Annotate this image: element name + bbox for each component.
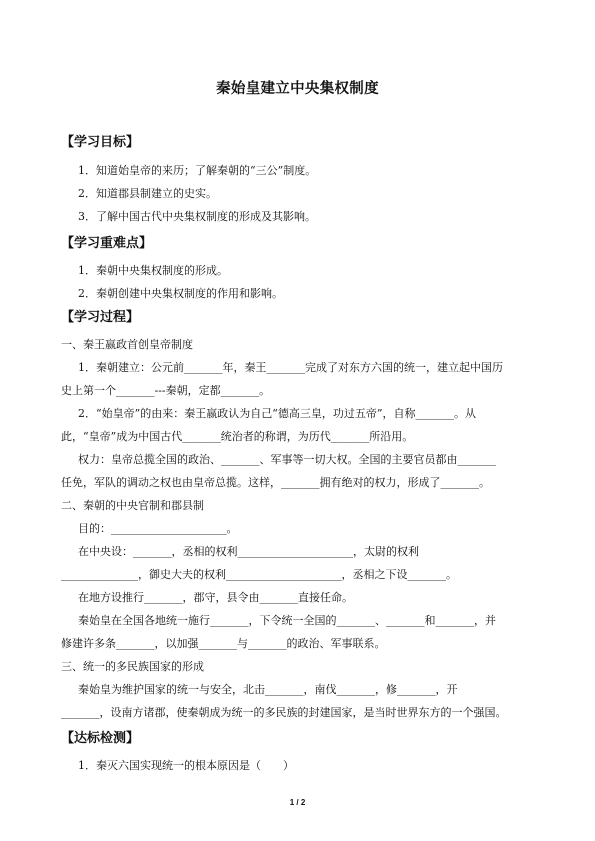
process-line: 秦始皇在全国各地统一施行_______，下令统一全国的_______、_______和_______，并 bbox=[78, 614, 496, 627]
process-line: 秦始皇为维护国家的统一与安全，北击_______，南伐_______，修_______，开 bbox=[78, 683, 458, 696]
goal-item: 2．知道郡县制建立的史实。 bbox=[78, 187, 217, 200]
process-line: 修建许多条_______，以加强_______与_______的政治、军事联系。 bbox=[61, 637, 386, 650]
section-heading-key-points: 【学习重难点】 bbox=[61, 236, 153, 251]
process-line: 目的：_____________________。 bbox=[78, 522, 238, 535]
process-line: 在地方设推行_______，郡守，县令由_______直接任命。 bbox=[78, 591, 353, 604]
key-point-item: 1．秦朝中央集权制度的形成。 bbox=[78, 264, 228, 277]
goal-item: 1．知道始皇帝的来历；了解秦朝的“三公”制度。 bbox=[78, 164, 317, 177]
process-line: 任免，军队的调动之权也由皇帝总揽。这样，_______拥有绝对的权力，形成了_______。 bbox=[61, 476, 490, 489]
process-line: 2．“始皇帝”的由来：秦王嬴政认为自己“德高三皇，功过五帝”，自称_______。从 bbox=[78, 407, 476, 420]
section-heading-goals: 【学习目标】 bbox=[61, 135, 140, 150]
section-heading-test: 【达标检测】 bbox=[61, 731, 140, 746]
page-number: 1 / 2 bbox=[289, 798, 306, 807]
process-line: ______________，御史大夫的权利_____________________，丞相之下设_______。 bbox=[61, 568, 457, 581]
process-subheading: 三、统一的多民族国家的形成 bbox=[61, 660, 204, 673]
section-heading-process: 【学习过程】 bbox=[61, 310, 140, 325]
process-line: _______，设南方诸郡，使秦朝成为统一的多民族的封建国家，是当时世界东方的一个强国。 bbox=[61, 706, 507, 719]
process-line: 此，“皇帝”成为中国古代_______统治者的称谓，为历代_______所沿用。 bbox=[61, 430, 414, 443]
page-title: 秦始皇建立中央集权制度 bbox=[216, 81, 379, 97]
process-line: 在中央设：_______，丞相的权利_____________________，太尉的权利 bbox=[78, 545, 419, 558]
process-subheading: 一、秦王嬴政首创皇帝制度 bbox=[61, 338, 193, 351]
process-subheading: 二、秦朝的中央官制和郡县制 bbox=[61, 499, 204, 512]
process-line: 1．秦朝建立：公元前_______年，秦王_______完成了对东方六国的统一，建立起中国历 bbox=[78, 361, 503, 374]
key-point-item: 2．秦朝创建中央集权制度的作用和影响。 bbox=[78, 287, 283, 300]
goal-item: 3．了解中国古代中央集权制度的形成及其影响。 bbox=[78, 210, 316, 223]
test-question: 1．秦灭六国实现统一的根本原因是（ ） bbox=[78, 759, 294, 772]
process-line: 权力：皇帝总揽全国的政治、_______、军事等一切大权。全国的主要官员都由_______ bbox=[78, 453, 496, 466]
process-line: 史上第一个_______---秦朝，定都_______。 bbox=[61, 384, 271, 397]
